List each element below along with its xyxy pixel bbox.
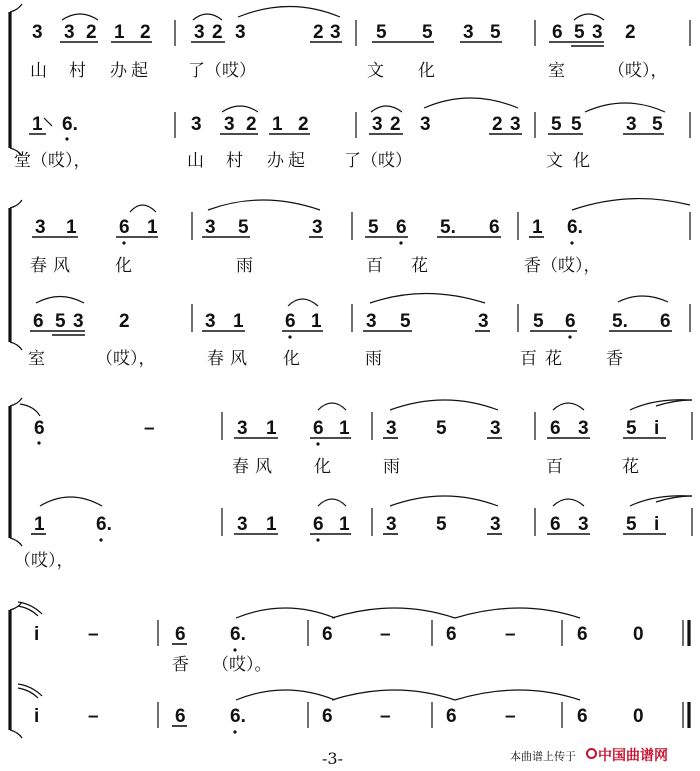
site-brand[interactable]: 中国曲谱网 (598, 748, 668, 764)
lyric: （哎）。 (212, 655, 272, 675)
staff-upper (32, 7, 690, 47)
note: 2 (492, 114, 503, 135)
note: 3 (194, 22, 205, 43)
note: 6 (175, 624, 186, 645)
note: 3 (578, 514, 589, 535)
lyric: （哎）， (608, 61, 668, 81)
note: 3 (463, 22, 474, 43)
lyric: 春风 (207, 349, 253, 369)
note: 6 (34, 418, 45, 439)
note: 6 (550, 514, 561, 535)
note: 1 (32, 114, 43, 135)
staff-lower (29, 98, 690, 141)
lyric: 春风 (232, 457, 278, 477)
lyric: 雨 (365, 349, 382, 369)
note: i (654, 514, 660, 535)
note: 3 (73, 311, 84, 332)
note: 6 (446, 624, 457, 645)
upload-credit: 本曲谱上传于 (510, 750, 576, 763)
lyric: 室 (28, 349, 45, 369)
note: 3 (32, 22, 43, 43)
note: 6 (285, 311, 296, 332)
note: – (505, 706, 516, 727)
note: 5 (422, 22, 433, 43)
note: – (505, 624, 516, 645)
note: 1 (311, 311, 322, 332)
note: 1 (233, 311, 244, 332)
lyrics-upper (30, 61, 668, 81)
note: 1 (114, 22, 125, 43)
note: 5 (574, 22, 585, 43)
page-number: -3- (322, 749, 343, 768)
note: 6 (660, 311, 671, 332)
note: 5 (376, 22, 387, 43)
note: 1 (266, 418, 277, 439)
note: 5. (612, 311, 628, 332)
note: 5. (440, 217, 456, 238)
system-4 (10, 602, 689, 738)
note: 3 (490, 514, 501, 535)
note: 3 (372, 114, 383, 135)
lyrics-lower (28, 349, 623, 369)
note: 2 (86, 22, 97, 43)
staff-lower (31, 496, 692, 542)
note: 2 (246, 114, 257, 135)
note: – (88, 624, 99, 645)
note: 6. (567, 217, 583, 238)
note: 3 (35, 217, 46, 238)
system-3 (10, 398, 692, 571)
note: 3 (224, 114, 235, 135)
system-bracket-hook (10, 602, 22, 738)
note: 6 (577, 706, 588, 727)
lyric: （哎）， (96, 349, 156, 369)
note: 6 (322, 706, 333, 727)
lyric: 文 (367, 61, 384, 81)
note: i (34, 624, 40, 645)
note: 3 (366, 311, 377, 332)
note: 6 (322, 624, 333, 645)
lyric: 文化 (546, 151, 600, 171)
note: 0 (633, 706, 644, 727)
lyric: 百 (546, 457, 563, 477)
note: 3 (312, 217, 323, 238)
note: 2 (212, 22, 223, 43)
note: 1 (147, 217, 158, 238)
note: 6 (313, 418, 324, 439)
note: 5 (400, 311, 411, 332)
note: 3 (592, 22, 603, 43)
system-bracket-hook (10, 398, 22, 546)
note: 3 (235, 22, 246, 43)
note: 2 (313, 22, 324, 43)
system-bracket-hook (10, 200, 22, 350)
note: 3 (626, 114, 637, 135)
note: i (654, 418, 660, 439)
note: 1 (339, 418, 350, 439)
note: 3 (478, 311, 489, 332)
site-logo-icon (586, 748, 597, 759)
lyric: 香 (172, 655, 189, 675)
lyric: 雨 (383, 457, 400, 477)
note: 3 (330, 22, 341, 43)
note: 6 (313, 514, 324, 535)
note: 1 (66, 217, 77, 238)
lyric: 了（哎） (344, 151, 412, 171)
note: 6. (62, 114, 78, 135)
staff-upper (18, 602, 689, 652)
note: 5 (55, 311, 66, 332)
note: – (144, 418, 155, 439)
note: i (34, 706, 40, 727)
note: 3 (64, 22, 75, 43)
note: 5 (571, 114, 582, 135)
note: 3 (490, 418, 501, 439)
note: 2 (625, 22, 636, 43)
note: 1 (266, 514, 277, 535)
note: 6 (175, 706, 186, 727)
system-2 (10, 199, 690, 369)
note: 5 (436, 514, 447, 535)
lyric: 化 (314, 457, 331, 477)
note: 2 (390, 114, 401, 135)
system-1 (10, 4, 690, 171)
lyric: 春风 (30, 256, 76, 276)
lyric: （哎）， (14, 551, 74, 571)
note: 6 (33, 311, 44, 332)
note: 6 (446, 706, 457, 727)
note: 6. (230, 706, 246, 727)
note: 2 (298, 114, 309, 135)
note: 5 (626, 418, 637, 439)
note: 6. (96, 514, 112, 535)
note: 1 (339, 514, 350, 535)
note: 3 (386, 514, 397, 535)
note: 5 (238, 217, 249, 238)
lyric: 办起 (110, 61, 152, 81)
note: 0 (633, 624, 644, 645)
note: 6 (552, 22, 563, 43)
note: 3 (205, 311, 216, 332)
lyrics-lower (14, 551, 74, 571)
lyric: 百花 (366, 256, 456, 276)
note: – (88, 706, 99, 727)
lyric: 化 (115, 256, 132, 276)
lyrics-upper (172, 655, 272, 675)
note: – (380, 624, 391, 645)
lyric: 室 (548, 61, 565, 81)
lyrics-upper (232, 457, 639, 477)
lyrics-lower (14, 151, 600, 171)
note: 3 (205, 217, 216, 238)
lyrics-upper (30, 256, 601, 276)
staff-lower (30, 294, 690, 339)
lyric: 香 (606, 349, 623, 369)
note: 5 (652, 114, 663, 135)
note: – (380, 706, 391, 727)
note: 6 (396, 217, 407, 238)
note: 3 (386, 418, 397, 439)
note: 5 (368, 217, 379, 238)
note: 6. (230, 624, 246, 645)
note: 1 (34, 514, 45, 535)
note: 2 (119, 311, 130, 332)
lyric: 办起 (267, 151, 309, 171)
note: 6 (550, 418, 561, 439)
note: 3 (237, 514, 248, 535)
note: 6 (119, 217, 130, 238)
lyric: 了（哎） (188, 61, 256, 81)
note: 5 (533, 311, 544, 332)
note: 1 (272, 114, 283, 135)
system-bracket-hook (10, 4, 22, 156)
note: 1 (532, 217, 543, 238)
note: 3 (420, 114, 431, 135)
lyric: 化 (283, 349, 300, 369)
lyric: 堂（哎）， (14, 151, 91, 171)
note: 6 (577, 624, 588, 645)
lyric: 香（哎）， (524, 256, 601, 276)
note: 5 (551, 114, 562, 135)
note: 5 (436, 418, 447, 439)
note: 6 (565, 311, 576, 332)
note: 5 (626, 514, 637, 535)
note: 3 (191, 114, 202, 135)
note: 3 (510, 114, 521, 135)
staff-lower (18, 684, 689, 734)
note: 3 (237, 418, 248, 439)
note: 6 (489, 217, 500, 238)
lyric: 雨 (236, 256, 253, 276)
note: 3 (578, 418, 589, 439)
lyric: 花 (622, 457, 639, 477)
note: 2 (140, 22, 151, 43)
staff-upper (32, 199, 690, 245)
staff-upper (20, 400, 692, 446)
lyric: 百花 (520, 349, 570, 369)
lyric: 化 (418, 61, 435, 81)
lyric: 山村 (187, 151, 265, 171)
note: 5 (490, 22, 501, 43)
lyric: 山村 (30, 61, 108, 81)
